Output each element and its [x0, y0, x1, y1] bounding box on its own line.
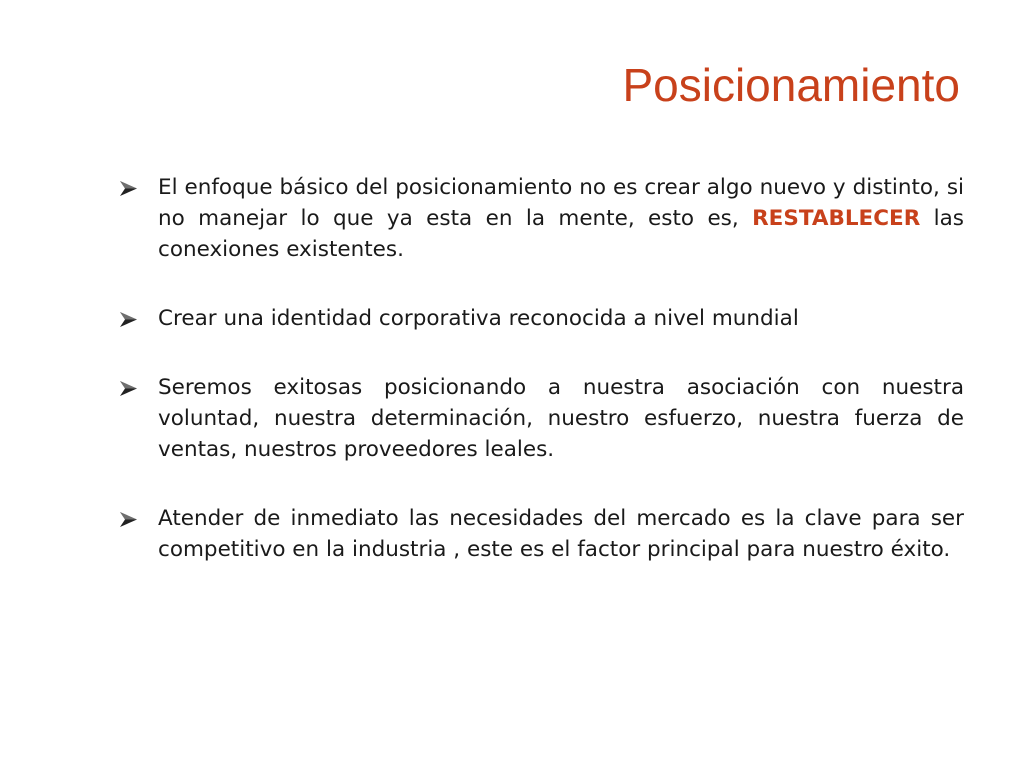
bullet-text — [158, 172, 964, 265]
right-arrowhead-icon — [120, 372, 158, 396]
slide-title: Posicionamiento — [622, 59, 960, 111]
bullet-text: Crear una identidad corporativa reconocida a nivel mundial — [158, 306, 799, 331]
bullet-item — [120, 372, 964, 465]
right-arrowhead-icon — [120, 503, 158, 527]
right-arrowhead-icon — [120, 303, 158, 327]
bullet-list — [120, 172, 964, 603]
bullet-item — [120, 503, 964, 565]
bullet-item — [120, 303, 964, 334]
right-arrowhead-icon — [120, 172, 158, 196]
bullet-text: Atender de inmediato las necesidades del mercado es la clave para ser competitivo en la industria , este es el factor principal para nuestro éxito. — [158, 506, 964, 562]
bullet-item — [120, 172, 964, 265]
bullet-text-part: El enfoque básico del posicionamiento no es crear algo nuevo y distinto, si no manejar lo que ya esta en la mente, esto es, — [158, 175, 964, 231]
bullet-text: Seremos exitosas posicionando a nuestra asociación con nuestra voluntad, nuestra determinación, nuestro esfuerzo, nuestra fuerza de ventas, nuestros proveedores leales. — [158, 375, 964, 462]
emphasis-restablecer: RESTABLECER — [752, 206, 921, 231]
bullet-text-part: las conexiones existentes. — [158, 206, 964, 262]
